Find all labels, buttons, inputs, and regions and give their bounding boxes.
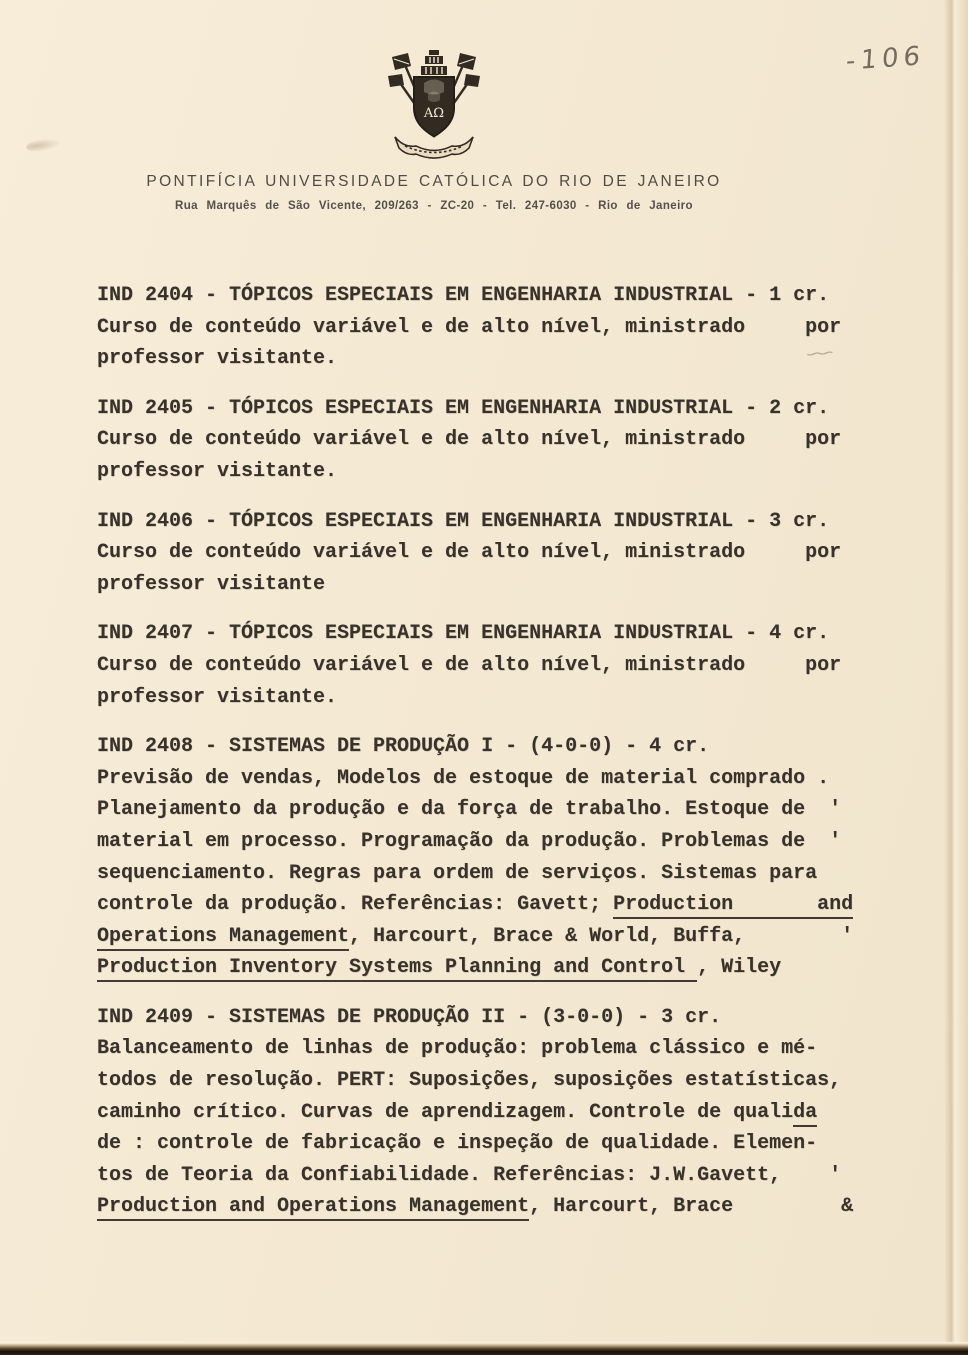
course-text-line	[97, 921, 968, 953]
course-block-ind-2407	[97, 618, 968, 713]
course-text-line	[97, 889, 968, 921]
text-segment: Balanceamento de linhas de produção: problema clássico e mé-	[97, 1037, 818, 1061]
text-segment: , Wiley	[697, 956, 782, 980]
course-text-line	[97, 1160, 968, 1192]
course-block-ind-2405	[97, 393, 968, 488]
text-segment: Previsão de vendas, Modelos de estoque de material comprado .	[97, 766, 830, 790]
course-title: IND 2409 - SISTEMAS DE PRODUÇÃO II - (3-0-0) - 3 cr.	[97, 1005, 722, 1029]
course-text-line	[97, 650, 968, 682]
text-segment: de : controle de fabricação e inspeção de qualidade. Elemen-	[97, 1132, 818, 1156]
university-name: PONTIFÍCIA UNIVERSIDADE CATÓLICA DO RIO DE JANEIRO	[146, 173, 722, 190]
course-title: IND 2407 - TÓPICOS ESPECIAIS EM ENGENHARIA INDUSTRIAL - 4 cr.	[97, 622, 830, 646]
text-segment: professor visitante.	[97, 685, 338, 709]
course-block-ind-2406	[97, 506, 968, 601]
course-title: IND 2406 - TÓPICOS ESPECIAIS EM ENGENHARIA INDUSTRIAL - 3 cr.	[97, 509, 830, 533]
course-text-line	[97, 858, 968, 890]
text-segment: professor visitante.	[97, 459, 338, 483]
course-text-line	[97, 1191, 968, 1223]
text-segment: Curso de conteúdo variável e de alto nível, ministrado por	[97, 315, 842, 339]
course-text-line	[97, 826, 968, 858]
course-text-line	[97, 312, 968, 344]
text-segment: Curso de conteúdo variável e de alto nível, ministrado por	[97, 541, 842, 565]
course-text-line	[97, 1128, 968, 1160]
crest-monogram: ΑΩ	[423, 106, 445, 121]
course-title: IND 2405 - TÓPICOS ESPECIAIS EM ENGENHARIA INDUSTRIAL - 2 cr.	[97, 396, 830, 420]
text-segment: caminho crítico. Curvas de aprendizagem. Controle de quali	[97, 1100, 794, 1124]
course-text-line	[97, 1033, 968, 1065]
text-segment: Curso de conteúdo variável e de alto nível, ministrado por	[97, 653, 842, 677]
text-segment: material em processo. Programação da produção. Problemas de '	[97, 829, 842, 853]
course-descriptions	[0, 280, 968, 1223]
university-crest-icon	[384, 50, 484, 167]
course-text-line	[97, 424, 968, 456]
book-title-underlined: Production and	[613, 893, 853, 919]
course-title: IND 2404 - TÓPICOS ESPECIAIS EM ENGENHARIA INDUSTRIAL - 1 cr.	[97, 284, 830, 307]
letterhead	[0, 0, 868, 212]
text-segment: , Harcourt, Brace &	[529, 1195, 854, 1219]
course-text-line	[97, 1097, 968, 1129]
handwritten-page-number: -106	[845, 41, 926, 77]
text-segment: professor visitante	[97, 572, 326, 596]
course-block-ind-2404	[97, 280, 968, 375]
course-title: IND 2408 - SISTEMAS DE PRODUÇÃO I - (4-0-0) - 4 cr.	[97, 735, 710, 759]
text-segment: sequenciamento. Regras para ordem de serviços. Sistemas para	[97, 861, 818, 885]
page-bottom-edge	[0, 1341, 968, 1355]
course-text-line	[97, 456, 968, 488]
pencil-mark: ⌇	[798, 348, 838, 355]
university-address: Rua Marquês de São Vicente, 209/263 - ZC-20 - Tel. 247-6030 - Rio de Janeiro	[175, 200, 693, 212]
course-text-line	[97, 1065, 968, 1097]
text-segment: todos de resolução. PERT: Suposições, suposições estatísticas,	[97, 1069, 842, 1093]
text-segment: tos de Teoria da Confiabilidade. Referências: J.W.Gavett, '	[97, 1163, 842, 1187]
text-segment: , Harcourt, Brace & World, Buffa, '	[349, 924, 854, 948]
text-segment: controle da produção. Referências: Gavett;	[97, 893, 614, 917]
course-block-ind-2409	[97, 1002, 968, 1223]
book-title-underlined: Production Inventory Systems Planning and Control	[97, 956, 697, 982]
course-text-line	[97, 569, 968, 601]
course-text-line	[97, 682, 968, 714]
course-text-line	[97, 763, 968, 795]
page-right-edge	[944, 0, 968, 1355]
text-segment: professor visitante.	[97, 347, 338, 371]
book-title-underlined: Operations Management	[97, 925, 349, 951]
book-title-underlined: Production and Operations Management	[97, 1195, 529, 1221]
text-segment: Planejamento da produção e da força de trabalho. Estoque de '	[97, 798, 842, 822]
book-title-underlined: da	[793, 1101, 817, 1127]
text-segment: Curso de conteúdo variável e de alto nível, ministrado por	[97, 428, 842, 452]
course-text-line	[97, 794, 968, 826]
course-text-line	[97, 537, 968, 569]
course-text-line	[97, 952, 968, 984]
course-block-ind-2408	[97, 731, 968, 984]
